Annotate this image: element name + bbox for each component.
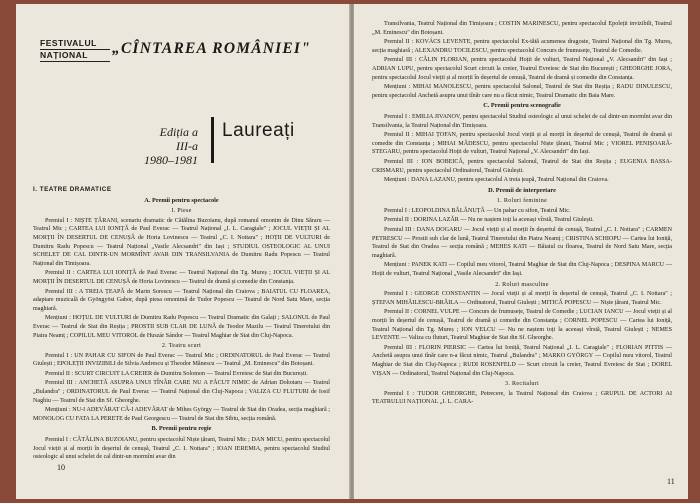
festival-label (40, 38, 110, 62)
page-number-left: 10 (57, 463, 65, 472)
paragraph: Premiul III : ION BOBEICĂ, pentru spectacolul Salonul, Teatrul de Stat din Reșița ; EUGENIA BASSA-CRISMARU, pentru spectacolul Ordinatorul, Teatrul Giulești. (372, 158, 672, 174)
edition-line-2: III-a (176, 139, 198, 153)
paragraph: Premiul I : TUDOR GHEORGHE, Petrecere, la Teatrul Național din Craiova ; GRUPUL DE ACTORI AI TEATRULUI NAȚIONAL „I. L. CARA- (372, 390, 672, 406)
heading-short-theatre: 2. Teatru scurt (161, 343, 202, 350)
festival-line-1: FESTIVALUL (40, 38, 110, 50)
title-divider (211, 117, 214, 163)
heading-show-awards: A. Premii pentru spectacole (144, 196, 219, 204)
paragraph: Premiul I : UN PAHAR CU SIFON de Paul Everac — Teatrul Mic ; ORDINATORUL de Paul Everac — Teatrul Giulești ; EPOLEȚII INVIZIBILI de Silvia Andrescu și Theodor Mănescu — Teatrul „M. Eminescu" din Botoșani. (33, 352, 330, 368)
paragraph: Premiul III : ANCHETĂ ASUPRA UNUI TÎNĂR CARE NU A FĂCUT NIMIC de Adrian Dohotaru — Teatrul „Bulandra" ; ORDINATORUL de Paul Everac — Teatrul Național din Cluj-Napoca ; VALIZA CU FLUTURI de Iosif Naghiu — Teatrul de Stat din Sf. Gheorghe. (33, 380, 330, 404)
paragraph: Transilvania, Teatrul Național din Timișoara ; COSTIN MARINESCU, pentru spectacolul Epoleții invizibili, Teatrul „M. Eminescu" din Botoșani. (372, 21, 672, 36)
heading-plays: I. Piese (171, 208, 192, 215)
edition-block (128, 125, 198, 167)
paragraph: Mențiuni : DANA LAZANU, pentru spectacolul A treia țeapă, Teatrul Național din Craiova. (384, 177, 609, 184)
paragraph: Premiul III : DANA DOGARU — Jocul vieții și al morții în deșertul de cenușă, Teatrul „C. I. Nottara" ; CARMEN PETRESCU — Prostii sub clar de lună, Teatrul Tineretului din Piatra Neamț ; CRISTINA SCHIOPU — Cartea lui Ioniță, Teatrul de Stat din Oradea — secția română ; MEHES KATI — Băiatul cu floarea, Teatrul de Nord Satu Mare, secția maghiară. (372, 227, 672, 259)
paragraph: Premiul III : FLORIN PIERSIC — Cartea lui Ioniță, Teatrul Național „I. L. Caragiale" ; FLORIAN PITTIS — Anchetă asupra unui tînăr care n-a făcut nimic, Teatrul „Bulandra" ; MARKO GYÖRGY — Copilul meu vitorol, Teatrul Maghiar de Stat din Cluj-Napoca ; RUDI ROSENFELD — Scurt circuit la creier, Teatrul Evreiesc de Stat ; DOREL VIȘAN — Ordinatorul, Teatrul Național din Cluj-Napoca. (372, 344, 672, 377)
festival-line-2: NAȚIONAL (40, 50, 110, 62)
heading-scenography: C. Premii pentru scenografie (483, 102, 561, 110)
left-column (33, 186, 330, 463)
heading-recitals: 3. Recitaluri (504, 381, 540, 388)
paragraph: Mențiuni : MIHAI MANOLESCU, pentru spectacolul Salonul, Teatrul de Stat din Reșița ; RADU DINULESCU, pentru spectacolul Anchetă asupra unui tînăr care nu a făcut nimic, Teatrul Dramatic din Baia Mare. (372, 84, 672, 99)
paragraph: Premiul II : CARTEA LUI IONIȚĂ de Paul Everac — Teatrul Național din Tg. Mureș ; JOCUL VIEȚII ȘI AL MORȚII ÎN DESERTUL DE CENUȘĂ de Horia Lovinescu — Teatrul de dramă și comedie din Constanța. (33, 270, 330, 285)
right-column (372, 20, 672, 408)
paragraph: Premiul I : LEOPOLDINA BĂLĂNUȚĂ — Un pahar cu sifon, Teatrul Mic. (384, 207, 571, 214)
paragraph: Premiul II : KOVÁCS LEVENTE, pentru spectacolul Ex-tătă acumenea dragoste, Teatrul Național din Tg. Mureș, secția maghiară ; ALEXANDRU TOCILESCU, pentru spectacolul Concurs de frumusețe, Teatrul de Comedie. (372, 39, 672, 54)
edition-line-3: 1980–1981 (144, 153, 198, 167)
paragraph: Premiul I : GEORGE CONSTANTIN — Jocul vieții și al morții în deșertul de cenușă, Teatrul „C. I. Nottara" ; ȘTEFAN MIHĂILESCU-BRĂILA — Ordinatorul, Teatrul Giulești ; MITICĂ POPESCU — Niște țărani, Teatrul Mic. (372, 291, 672, 306)
page-number-right: 11 (667, 477, 675, 486)
paragraph: Mențiuni : PANEK KATI — Copilul meu vitorol, Teatrul Maghiar de Stat din Cluj-Napoca ; DESPINA MARCU — Hoții de vulturi, Teatrul Național „Vasile Alecsandri" din Iași. (372, 262, 672, 278)
paragraph: Premiul II : CORNEL VULPE — Concurs de frumusețe, Teatrul de Comedie ; LUCIAN IANCU — Jocul vieții și al morții în deșertul de cenușă, Teatrul de dramă și comedie din Constanța ; CORNEL POPESCU — Cartea lui Ioniță, Teatrul Național din Tg. Mureș ; ION VELCU — Nu ne naștem toți la aceeași vîrstă, Teatrul Giulești ; NEMES LEVENTE — Valiza cu fluturi, Teatrul Maghiar de Stat din Sf. Gheorghe. (372, 309, 672, 342)
paragraph: Premiul I : EMILIA JIVANOV, pentru spectacolul Studiul osteologic al unui schelet de cal dintr-un mormînt avar din Transilvania, la Teatrul Național din Timișoara. (372, 113, 672, 129)
paragraph: Premiul II : SCURT CIRCUIT LA CREIER de Dumitru Solomon — Teatrul Evreiesc de Stat din București. (45, 370, 308, 377)
paragraph: Mențiuni : HOȚUL DE VULTURI de Dumitru Radu Popescu — Teatrul Dramatic din Galați ; SALONUL de Paul Everac — Teatrul de Stat din Reșița ; PROSTII SUB CLAR DE LUNĂ de Teodor Mazilu — Teatrul Tineretului din Piatra Neamț ; COPILUL MEU VITOROL de Huszár Sándor — Teatrul Maghiar de Stat din Cluj-Napoca. (33, 315, 330, 339)
paragraph: Premiul II : MIHAI ȚOFAN, pentru spectacolul Jocul vieții și al morții în deșertul de cenușă, Teatrul de dramă și comedie din Constanța ; MIHAI MĂDESCU, pentru spectacolul Niște țărani, Teatrul Mic ; VIOREL PENIȘOARĂ-STEGARU, pentru spectacolul Hoții de vulturi, Teatrul Național „V. Alecsandri" din Iași. (372, 132, 672, 156)
paragraph: Premiul III : A TREIA ȚEAPĂ de Marin Sorescu — Teatrul Național din Craiova ; BAIATUL CU FLOAREA, adaptare muzicală de Gyöngyösi Gabor, după piesa omonimă de Tudor Popescu — Teatrul de Nord Satu Mare, secția maghiară. (33, 288, 330, 312)
paragraph: Premiul III : CĂLIN FLORIAN, pentru spectacolul Hoții de vulturi, Teatrul Național „V. Alecsandri" din Iași ; ADRIAN LUPU, pentru spectacolul Scurt circuit la creier, Teatrul Evreiesc de Stat din București ; GHEORGHE JORA, pentru spectacolul Jocul vieții și al morții în deșertul de cenușă, Teatrul de dramă și comedie din Constanța. (372, 57, 672, 81)
heading-female-roles: 1. Roluri feminine (496, 198, 548, 205)
paragraph: Premiul I : CĂTĂLINA BUZOIANU, pentru spectacolul Niște țărani, Teatrul Mic ; DAN MICU, pentru spectacolul Jocul vieții și al morții în deșertul de cenușă, Teatrul „C. I. Nottara" ; IOAN IEREMIA, pentru spectacolul Studiul osteologic al unui schelet de cal dintr-un mormînt avar din (33, 437, 330, 461)
paragraph: Mențiuni : NU-I ADEVĂRAT CĂ-I ADEVĂRAT de Mihes György — Teatrul de Stat din Oradea, secția maghiară ; MONOLOG CU FATA LA PERETE de Paul Georgescu — Teatrul de Stat din Sibiu, secția română. (33, 407, 330, 422)
heading-interpretation: D. Premii de interpretare (488, 186, 556, 194)
heading-direction-awards: B. Premii pentru regie (151, 425, 212, 433)
section-title: Laureați (222, 120, 295, 141)
paragraph: Premiul II : DORINA LAZĂR — Nu ne naștem toți la aceeași vîrstă, Teatrul Giulești. (384, 217, 594, 224)
edition-line-1: Ediția a (159, 125, 198, 139)
contest-title: „CÎNTAREA ROMÂNIEI" (112, 40, 311, 57)
heading-male-roles: 2. Roluri masculine (495, 281, 549, 288)
heading-theatre: I. TEATRE DRAMATICE (33, 186, 112, 193)
paragraph: Premiul I : NIȘTE ȚĂRANI, scenariu dramatic de Cătălina Buzoianu, după romanul omonim de Dinu Săraru — Teatrul Mic ; CARTEA LUI IONIȚĂ de Paul Everac — Teatrul Național „I. L. Caragiale" ; JOCUL VIEȚII ȘI AL MORȚII ÎN DESERTUL DE CENUȘĂ de Horia Lovinescu — Teatrul „C. I. Nottara" ; HOȚII DE VULTURI de Dumitru Radu Popescu — Teatrul Național „Vasile Alecsandri" din Iași ; STUDIUL OSTEOLOGIC AL UNUI SCHELET DE CAL DINTR-UN MORMÎNT AVAR DIN TRANSILVANIA de Dumitru Radu Popescu — Teatrul Național din Timișoara. (33, 217, 330, 267)
